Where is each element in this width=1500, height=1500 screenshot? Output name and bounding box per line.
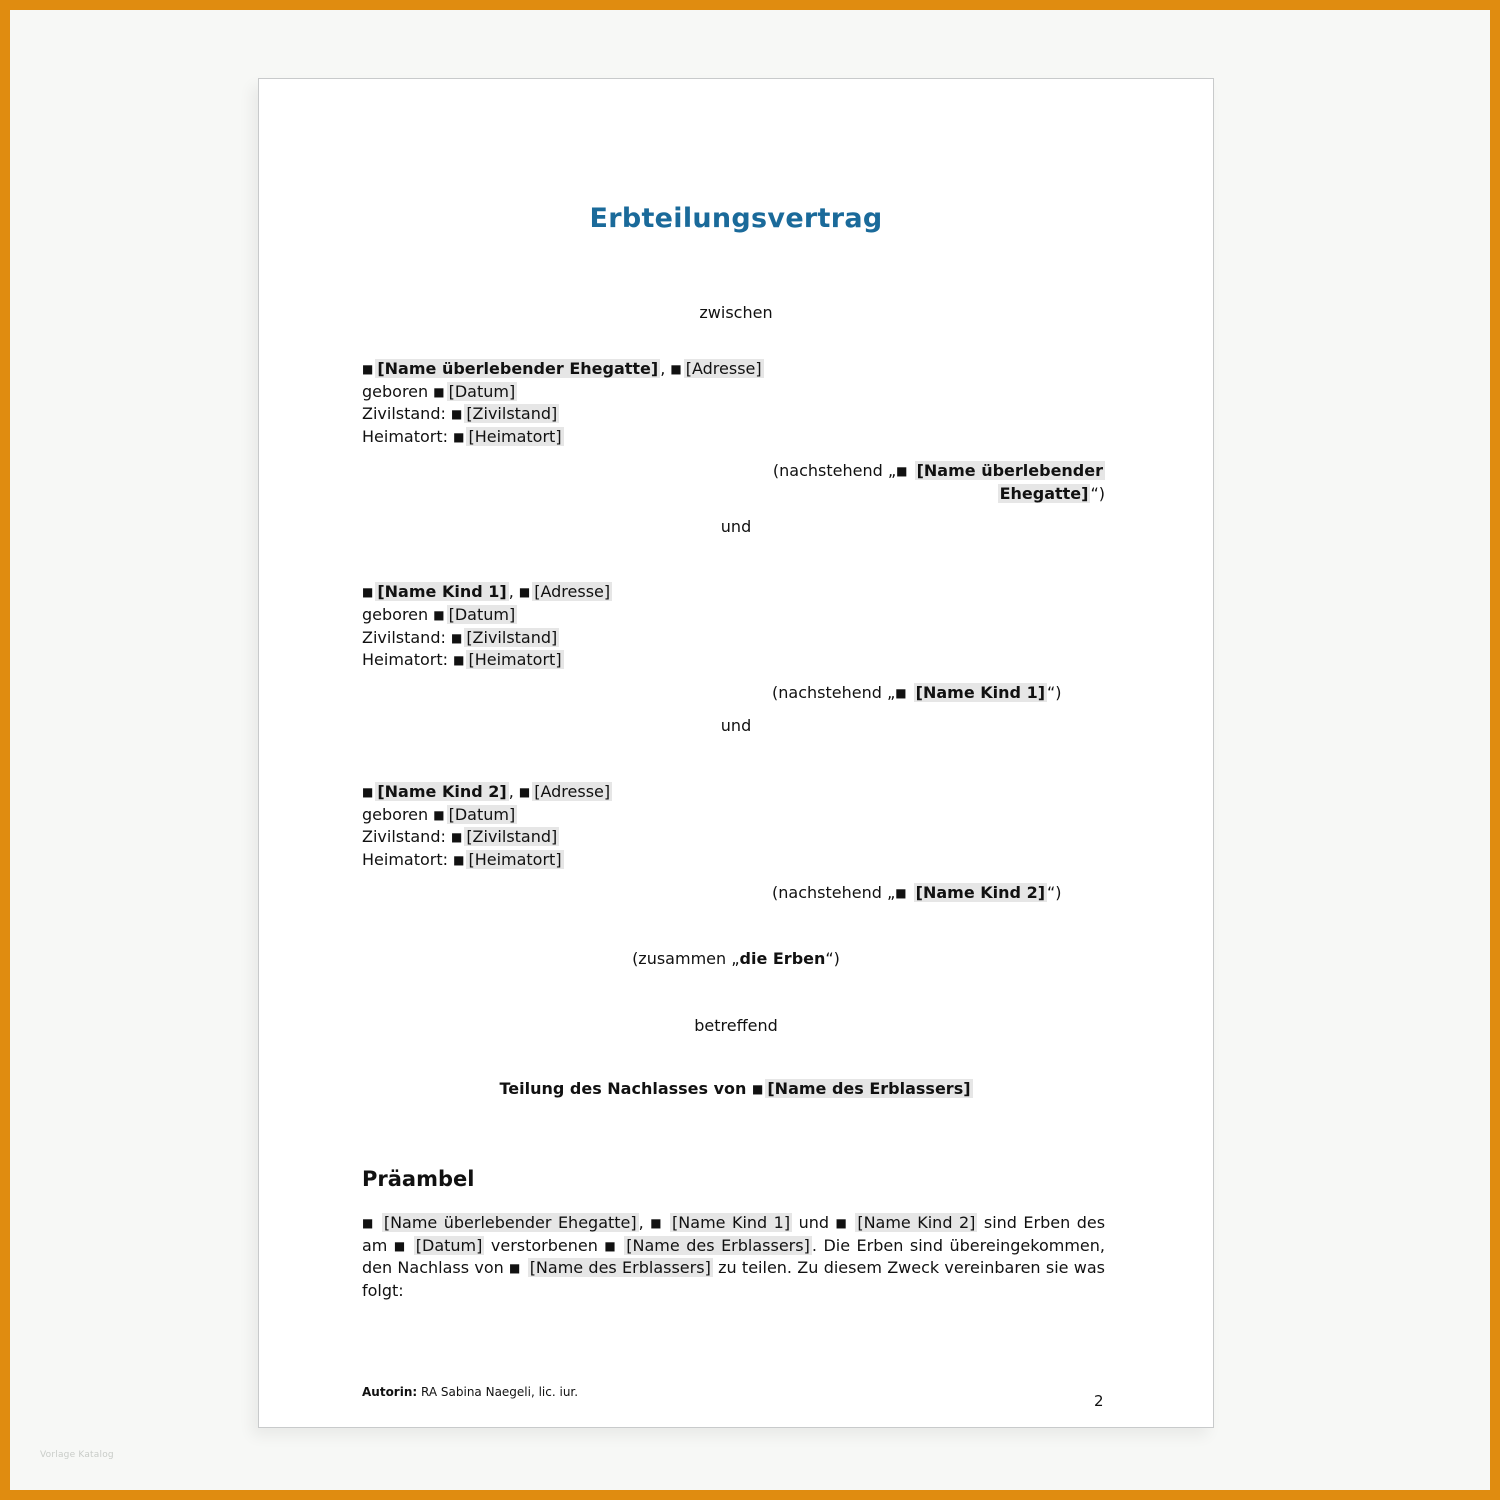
between-label: zwischen xyxy=(699,303,773,322)
party2-alias-line: (nachstehend „■ [Name Kind 1] “) xyxy=(772,683,1062,702)
party1-alias: [Name überlebender xyxy=(916,461,1103,480)
party1-date: [Datum] xyxy=(448,382,516,401)
party1-alias-line1: (nachstehend „■ [Name überlebender xyxy=(772,461,1103,480)
together-line: (zusammen „die Erben“) xyxy=(632,949,840,968)
party2-address: [Adresse] xyxy=(534,582,611,601)
party3-alias-line: (nachstehend „■ [Name Kind 2] “) xyxy=(772,883,1062,902)
party3-name: [Name Kind 2] xyxy=(377,782,507,801)
watermark: Vorlage Katalog xyxy=(40,1450,114,1460)
party1-home-line: Heimatort: ■ [Heimatort] xyxy=(362,427,562,446)
party1-civil: [Zivilstand] xyxy=(466,404,558,423)
author-name: RA Sabina Naegeli, lic. iur. xyxy=(421,1385,579,1399)
party3-name-line: ■ [Name Kind 2] , ■ [Adresse] xyxy=(362,782,611,801)
bullet-marker: ■ xyxy=(670,362,682,376)
preamble-paragraph: ■ [Name überlebender Ehegatte] , ■ [Name Kind 1] und ■ [Name Kind 2] sind Erben des am ■ [Datum] verstorbenen ■ [Name des Erblassers] . Die Erben sind übereingekommen, den Nachlass von ■ [Name des Erblassers] zu teilen. Zu diesem Zweck vereinbaren sie was folgt: xyxy=(362,1213,1106,1301)
page-number: 2 xyxy=(1094,1392,1104,1410)
regarding-label: betreffend xyxy=(694,1016,778,1035)
party2-civil-line: Zivilstand: ■ [Zivilstand] xyxy=(362,628,558,647)
decedent-name: [Name des Erblassers] xyxy=(767,1079,971,1098)
preamble-heading: Präambel xyxy=(362,1167,475,1191)
background-frame xyxy=(10,10,1490,1490)
party3-home-line: Heimatort: ■ [Heimatort] xyxy=(362,850,562,869)
party1-civil-line: Zivilstand: ■ [Zivilstand] xyxy=(362,404,558,423)
party1-born-line: geboren ■ [Datum] xyxy=(362,382,516,401)
bullet-marker: ■ xyxy=(362,362,374,376)
subject-line: Teilung des Nachlasses von ■ [Name des Erblassers] xyxy=(499,1079,971,1098)
party1-name: [Name überlebender Ehegatte] xyxy=(377,359,659,378)
and-label: und xyxy=(720,716,752,735)
party3-born-line: geboren ■ [Datum] xyxy=(362,805,516,824)
page-footer xyxy=(362,1384,578,1400)
party1-alias-line2: Ehegatte] “) xyxy=(999,484,1105,503)
and-label: und xyxy=(720,517,752,536)
party2-home-line: Heimatort: ■ [Heimatort] xyxy=(362,650,562,669)
party1-address: [Adresse] xyxy=(685,359,762,378)
document-page xyxy=(258,78,1214,1428)
party1-name-line: ■ [Name überlebender Ehegatte] , ■ [Adresse] xyxy=(362,359,762,378)
party2-name-line: ■ [Name Kind 1] , ■ [Adresse] xyxy=(362,582,611,601)
party3-civil-line: Zivilstand: ■ [Zivilstand] xyxy=(362,827,558,846)
document-title: Erbteilungsvertrag xyxy=(589,203,883,234)
author-label: Autorin: xyxy=(362,1385,418,1399)
party2-born-line: geboren ■ [Datum] xyxy=(362,605,516,624)
party1-home: [Heimatort] xyxy=(468,427,562,446)
party2-name: [Name Kind 1] xyxy=(377,582,507,601)
